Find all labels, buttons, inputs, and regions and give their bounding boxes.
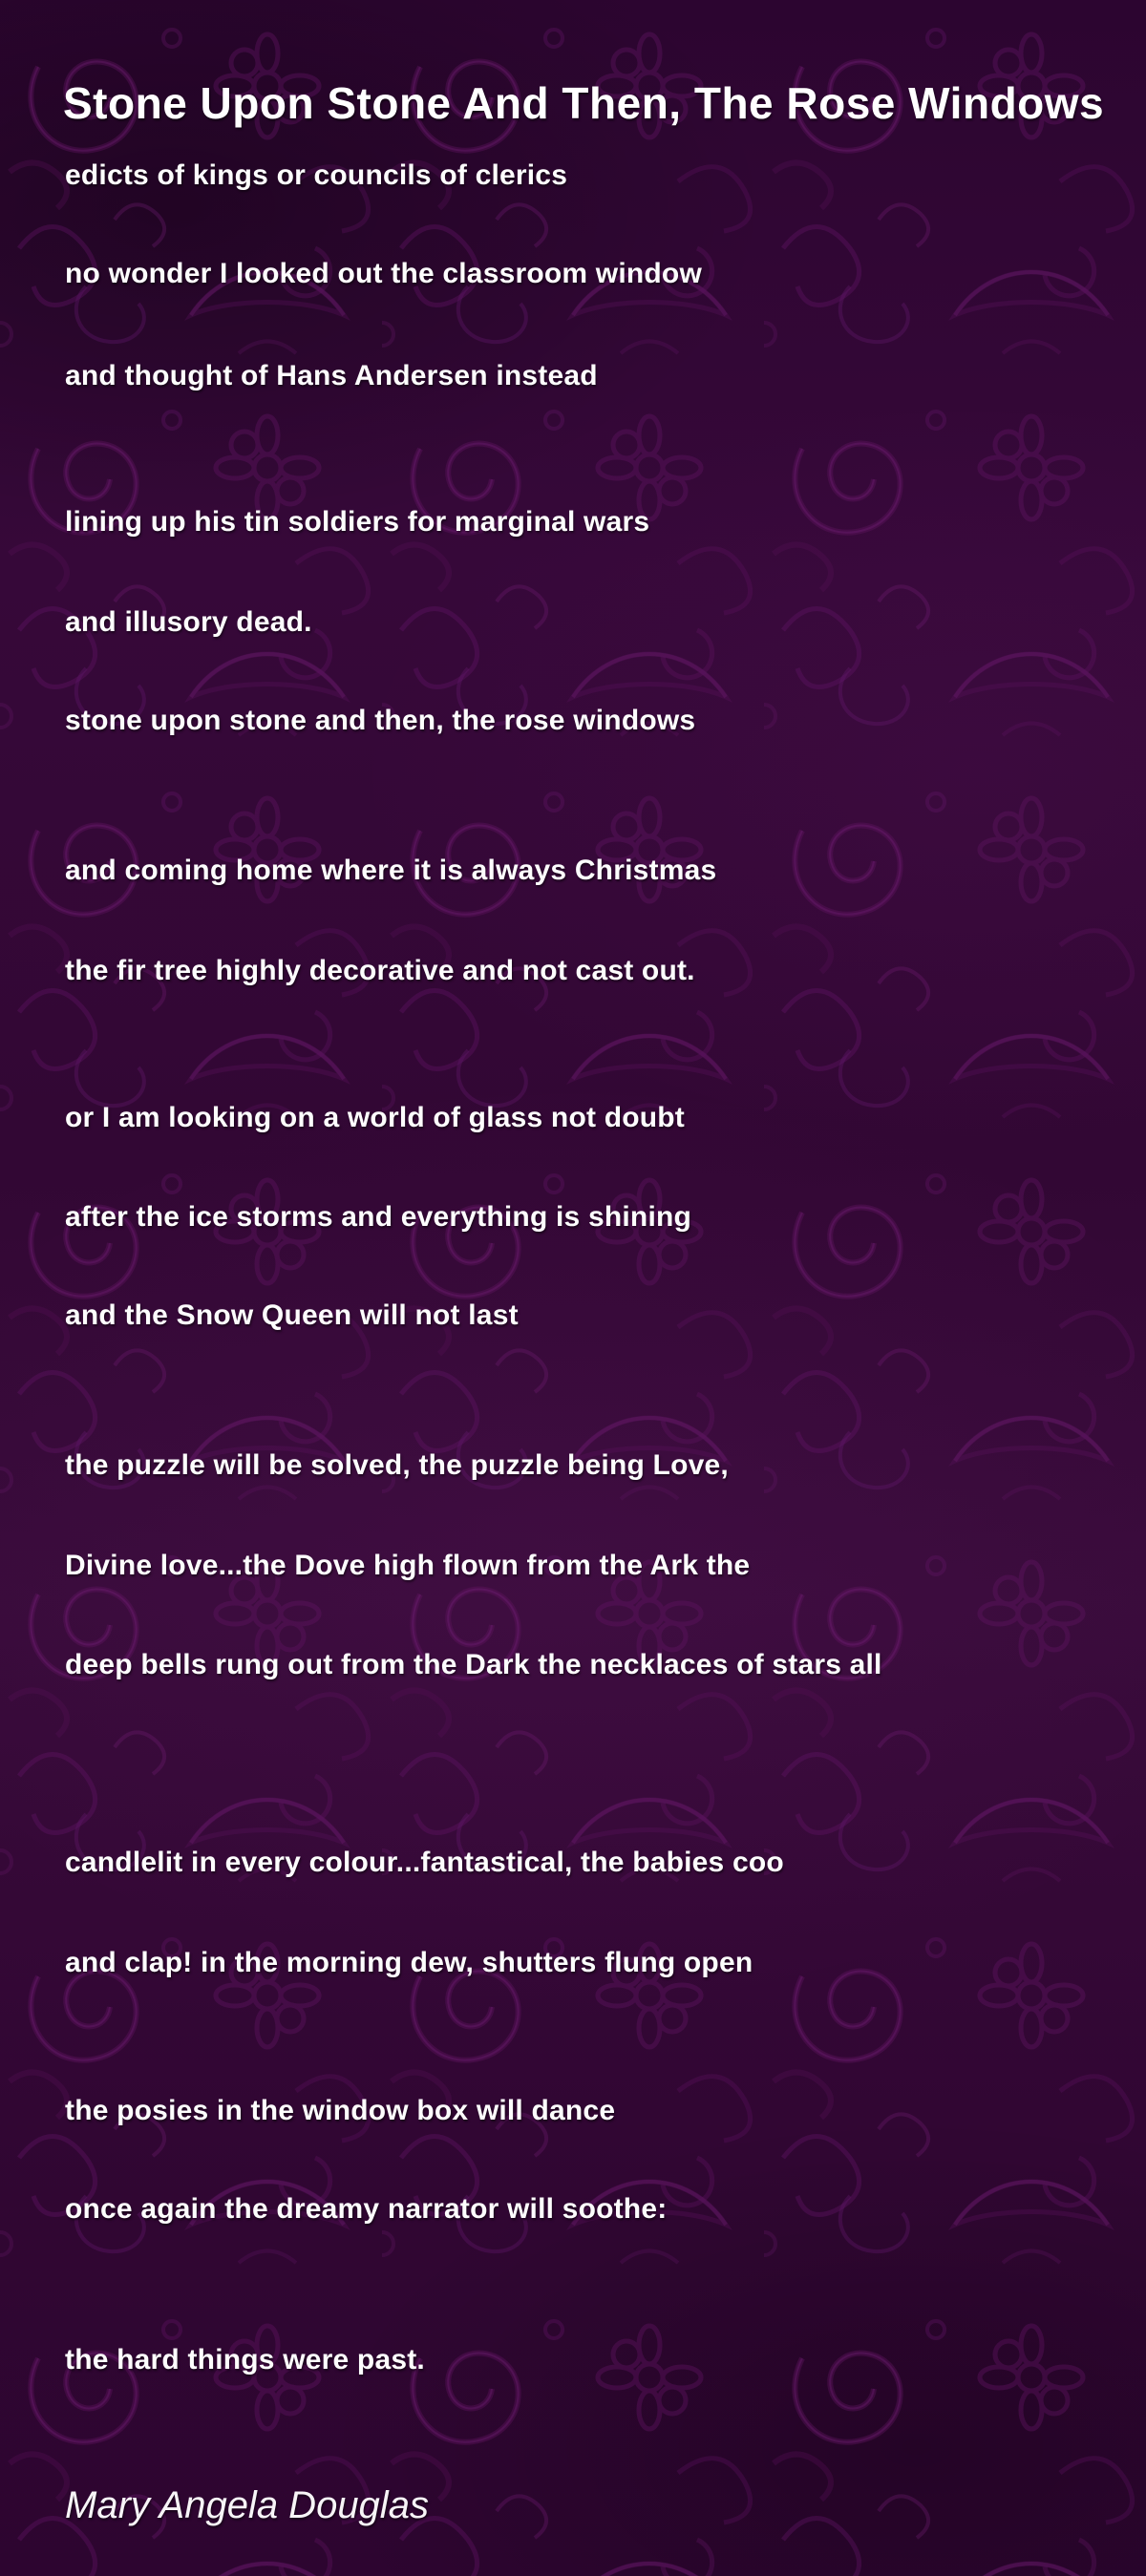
- poem-line: the hard things were past.: [65, 2344, 425, 2375]
- poem-line: deep bells rung out from the Dark the necklaces of stars all: [65, 1649, 882, 1680]
- poem-line: edicts of kings or councils of clerics: [65, 159, 568, 191]
- poem-line: once again the dreamy narrator will soothe:: [65, 2193, 668, 2225]
- poem-author: Mary Angela Douglas: [65, 2484, 429, 2526]
- poem-line: and the Snow Queen will not last: [65, 1299, 519, 1331]
- poem-line: and thought of Hans Andersen instead: [65, 360, 598, 391]
- poem-line: candlelit in every colour...fantastical, the babies coo: [65, 1847, 784, 1878]
- poem-line: and coming home where it is always Christmas: [65, 855, 717, 886]
- poem-line: the posies in the window box will dance: [65, 2095, 616, 2126]
- poem-line: and illusory dead.: [65, 606, 312, 638]
- poem-line: no wonder I looked out the classroom window: [65, 258, 702, 289]
- poem-line: the fir tree highly decorative and not cast out.: [65, 955, 695, 986]
- poem-line: the puzzle will be solved, the puzzle being Love,: [65, 1449, 729, 1481]
- poem-line: stone upon stone and then, the rose windows: [65, 705, 696, 736]
- poem-line: Divine love...the Dove high flown from the Ark the: [65, 1550, 751, 1581]
- poem-title: Stone Upon Stone And Then, The Rose Windows: [63, 77, 1105, 128]
- poem-line: lining up his tin soldiers for marginal wars: [65, 506, 650, 538]
- poem-line: and clap! in the morning dew, shutters flung open: [65, 1947, 753, 1978]
- poem-line: after the ice storms and everything is shining: [65, 1201, 692, 1233]
- poem-line: or I am looking on a world of glass not doubt: [65, 1102, 685, 1133]
